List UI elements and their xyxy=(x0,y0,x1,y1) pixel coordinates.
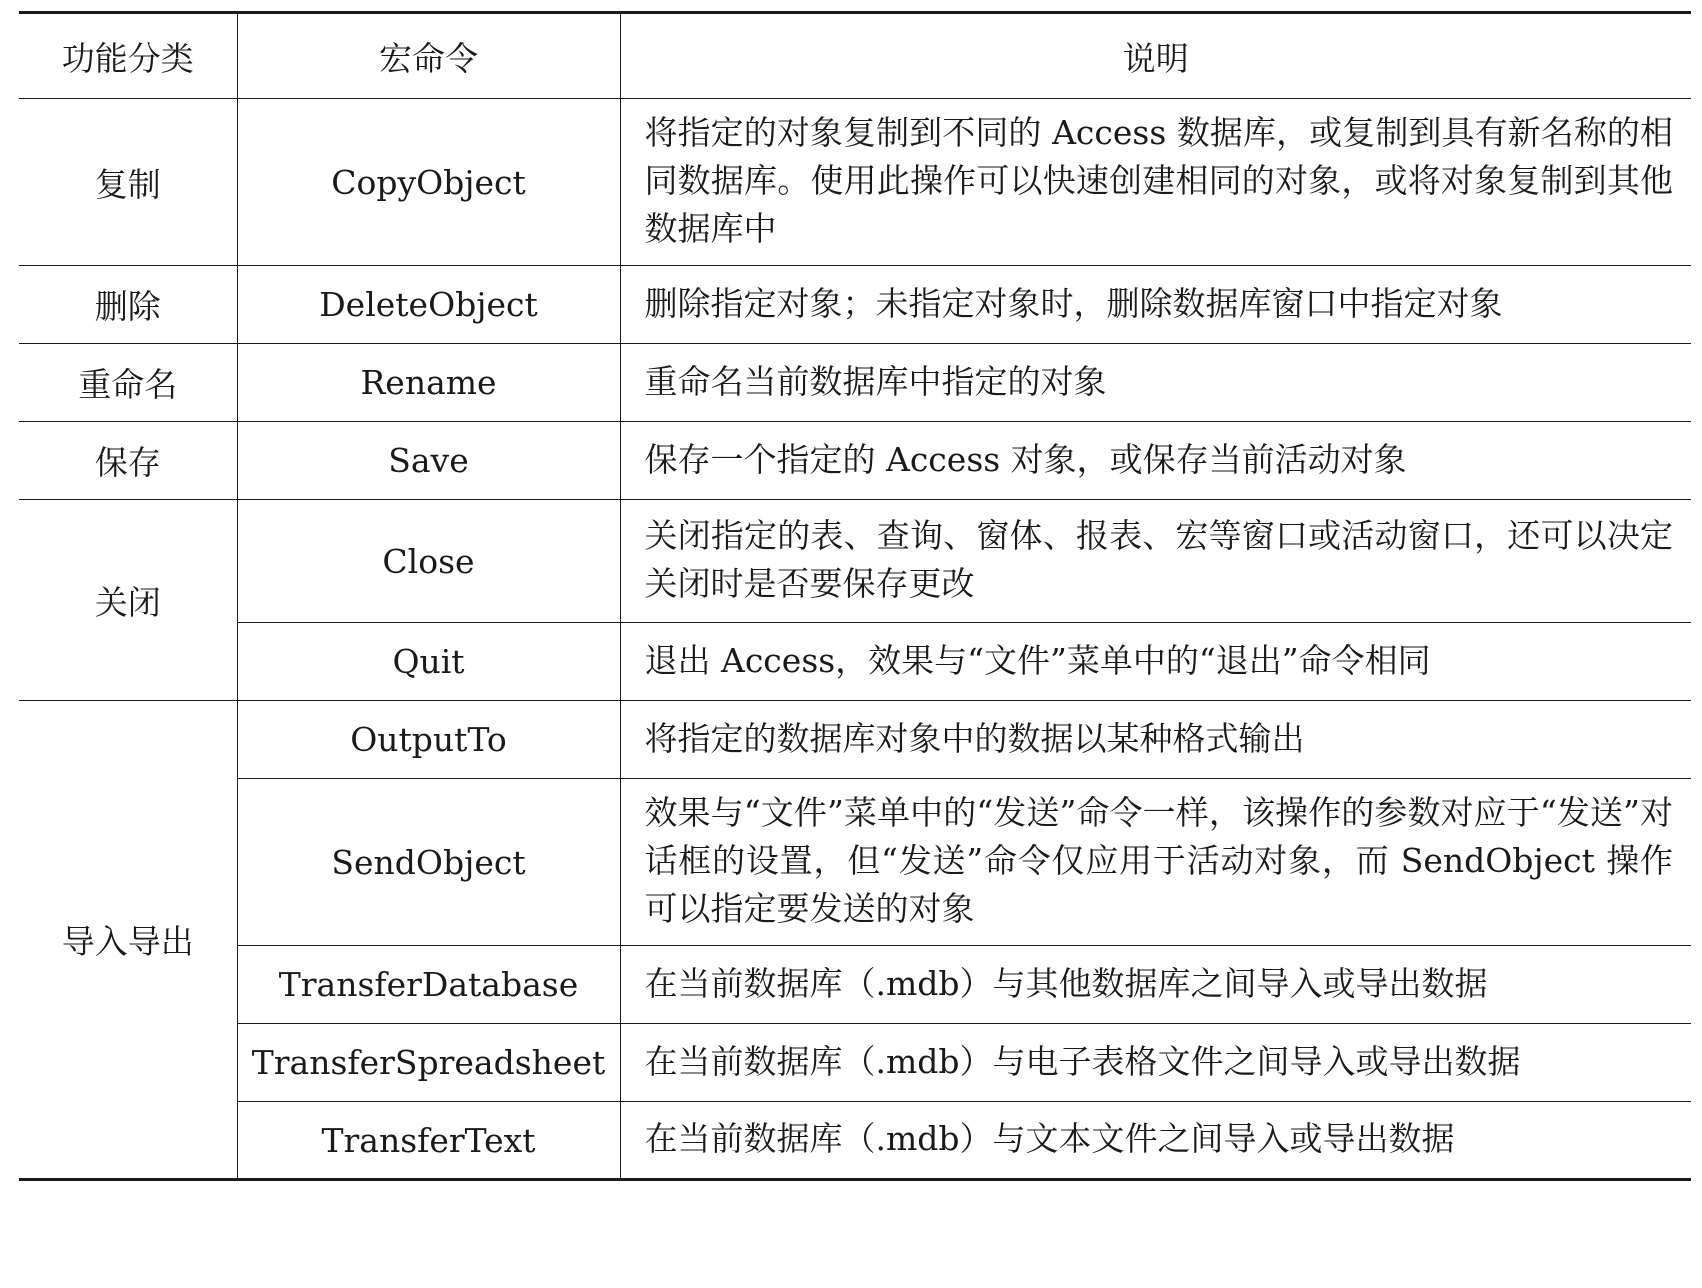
command-cell: OutputTo xyxy=(237,701,620,779)
table-row xyxy=(19,623,1691,701)
command-cell: Close xyxy=(237,500,620,623)
command-cell: TransferDatabase xyxy=(237,946,620,1024)
description-cell: 退出 Access，效果与“文件”菜单中的“退出”命令相同 xyxy=(620,623,1691,701)
description-cell: 在当前数据库（.mdb）与文本文件之间导入或导出数据 xyxy=(620,1102,1691,1180)
description-cell: 将指定的数据库对象中的数据以某种格式输出 xyxy=(620,701,1691,779)
table-row xyxy=(19,422,1691,500)
category-cell: 关闭 xyxy=(19,500,237,701)
table-row xyxy=(19,99,1691,266)
command-cell: Rename xyxy=(237,344,620,422)
header-description: 说明 xyxy=(620,13,1691,99)
category-cell: 复制 xyxy=(19,99,237,266)
command-cell: DeleteObject xyxy=(237,266,620,344)
description-cell: 将指定的对象复制到不同的 Access 数据库，或复制到具有新名称的相同数据库。使用此操作可以快速创建相同的对象，或将对象复制到其他数据库中 xyxy=(620,99,1691,266)
table-row xyxy=(19,1024,1691,1102)
table-row xyxy=(19,779,1691,946)
description-cell: 效果与“文件”菜单中的“发送”命令一样，该操作的参数对应于“发送”对话框的设置，但“发送”命令仅应用于活动对象，而 SendObject 操作可以指定要发送的对象 xyxy=(620,779,1691,946)
table-row xyxy=(19,344,1691,422)
table-row xyxy=(19,500,1691,623)
table-row xyxy=(19,701,1691,779)
macro-commands-table xyxy=(19,11,1691,1181)
command-cell: CopyObject xyxy=(237,99,620,266)
description-cell: 重命名当前数据库中指定的对象 xyxy=(620,344,1691,422)
command-cell: TransferText xyxy=(237,1102,620,1180)
category-cell: 导入导出 xyxy=(19,701,237,1180)
command-cell: Save xyxy=(237,422,620,500)
description-cell: 在当前数据库（.mdb）与电子表格文件之间导入或导出数据 xyxy=(620,1024,1691,1102)
command-cell: SendObject xyxy=(237,779,620,946)
table-row xyxy=(19,266,1691,344)
command-cell: TransferSpreadsheet xyxy=(237,1024,620,1102)
header-command: 宏命令 xyxy=(237,13,620,99)
table-row xyxy=(19,1102,1691,1180)
header-category: 功能分类 xyxy=(19,13,237,99)
description-cell: 保存一个指定的 Access 对象，或保存当前活动对象 xyxy=(620,422,1691,500)
table-row xyxy=(19,946,1691,1024)
category-cell: 保存 xyxy=(19,422,237,500)
description-cell: 关闭指定的表、查询、窗体、报表、宏等窗口或活动窗口，还可以决定关闭时是否要保存更改 xyxy=(620,500,1691,623)
command-cell: Quit xyxy=(237,623,620,701)
category-cell: 重命名 xyxy=(19,344,237,422)
description-cell: 在当前数据库（.mdb）与其他数据库之间导入或导出数据 xyxy=(620,946,1691,1024)
table-header-row xyxy=(19,13,1691,99)
description-cell: 删除指定对象；未指定对象时，删除数据库窗口中指定对象 xyxy=(620,266,1691,344)
category-cell: 删除 xyxy=(19,266,237,344)
